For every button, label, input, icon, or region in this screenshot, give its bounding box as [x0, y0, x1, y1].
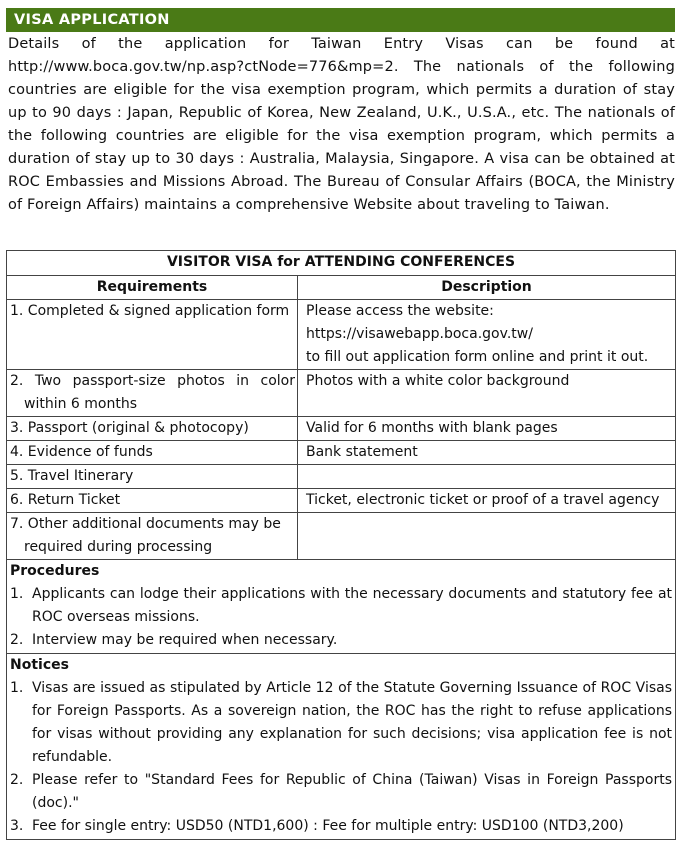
notices-title: Notices [10, 657, 69, 673]
description-line: https://visawebapp.boca.gov.tw/ [306, 326, 533, 342]
table-title: VISITOR VISA for ATTENDING CONFERENCES [7, 251, 676, 276]
visa-requirements-table [6, 250, 676, 840]
description-cell: Bank statement [298, 441, 676, 465]
requirement-cell: 1. Completed & signed application form [7, 300, 298, 370]
list-item: 3. Fee for single entry: USD50 (NTD1,600) : Fee for multiple entry: USD100 (NTD3,200) [10, 818, 624, 834]
list-item: 2. Please refer to "Standard Fees for Republic of China (Taiwan) Visas in Foreign Passports (doc)." [10, 772, 673, 811]
requirement-cell: 7. Other additional documents may be required during processing [7, 513, 298, 560]
section-title: VISA APPLICATION [14, 12, 170, 28]
table-row [7, 465, 676, 489]
column-header-requirements: Requirements [7, 276, 298, 300]
list-item: 2. Interview may be required when necessary. [10, 632, 338, 648]
description-cell: Valid for 6 months with blank pages [298, 417, 676, 441]
description-cell [298, 465, 676, 489]
notices-section [7, 654, 676, 840]
table-row [7, 300, 676, 370]
description-cell: Ticket, electronic ticket or proof of a travel agency [298, 489, 676, 513]
section-header [6, 8, 675, 32]
table-row [7, 489, 676, 513]
table-row [7, 417, 676, 441]
procedures-section [7, 560, 676, 654]
description-cell [298, 300, 676, 370]
description-line: to fill out application form online and print it out. [306, 349, 649, 365]
procedures-title: Procedures [10, 563, 100, 579]
list-item: 1. Visas are issued as stipulated by Article 12 of the Statute Governing Issuance of ROC Visas for Foreign Passports. As a sovereign nation, the ROC has the right to refuse applications for visas without providing any explanation for such decisions; visa application fee is not refundable. [10, 680, 673, 765]
intro-paragraph: Details of the application for Taiwan Entry Visas can be found at http://www.boca.gov.tw/np.asp?ctNode=776&mp=2. The nationals of the following countries are eligible for the visa exemption program, which permits a duration of stay up to 90 days : Japan, Republic of Korea, New Zealand, U.K., U.S.A., etc. The nationals of the following countries are eligible for the visa exemption program, which permits a duration of stay up to 30 days : Australia, Malaysia, Singapore. A visa can be obtained at ROC Embassies and Missions Abroad. The Bureau of Consular Affairs (BOCA, the Ministry of Foreign Affairs) maintains a comprehensive Website about traveling to Taiwan. [8, 36, 675, 213]
description-line: Please access the website: [306, 303, 494, 319]
description-cell [298, 513, 676, 560]
list-item: 1. Applicants can lodge their applications with the necessary documents and statutory fee at ROC overseas missions. [10, 586, 673, 625]
table-row [7, 513, 676, 560]
requirement-cell: 6. Return Ticket [7, 489, 298, 513]
requirement-cell: 2. Two passport-size photos in color within 6 months [7, 370, 298, 417]
description-cell: Photos with a white color background [298, 370, 676, 417]
table-row [7, 441, 676, 465]
requirement-cell: 5. Travel Itinerary [7, 465, 298, 489]
requirement-cell: 4. Evidence of funds [7, 441, 298, 465]
column-header-description: Description [298, 276, 676, 300]
table-row [7, 370, 676, 417]
requirement-cell: 3. Passport (original & photocopy) [7, 417, 298, 441]
